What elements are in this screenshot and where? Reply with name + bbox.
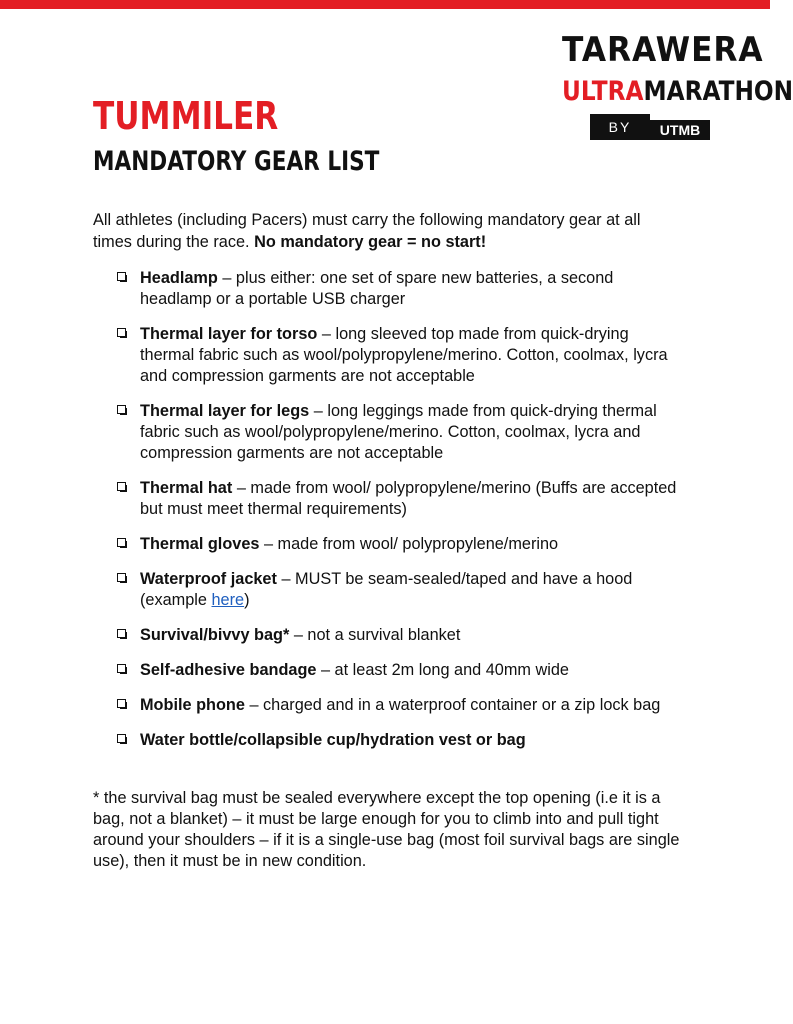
gear-item-description: – charged and in a waterproof container or a zip lock bag bbox=[244, 696, 661, 714]
logo-utmb-text: UTMB bbox=[650, 120, 710, 140]
gear-item-description-end: ) bbox=[244, 591, 250, 609]
gear-item-name: Thermal layer for legs bbox=[140, 402, 310, 420]
gear-item-name: Thermal gloves bbox=[140, 535, 260, 553]
gear-item bbox=[117, 478, 687, 520]
checkbox-icon bbox=[117, 573, 126, 582]
gear-item bbox=[117, 401, 687, 464]
gear-item-description: – MUST be seam-sealed/taped and have a hood (example bbox=[140, 570, 633, 609]
gear-item-name: Headlamp bbox=[140, 269, 218, 287]
checkbox-icon bbox=[117, 405, 126, 414]
gear-item-description: – long leggings made from quick-drying thermal fabric such as wool/polypropylene/merino. Cotton, coolmax, lycra and compression garments are not acceptable bbox=[140, 402, 657, 462]
checkbox-icon bbox=[117, 272, 126, 281]
checkbox-icon bbox=[117, 482, 126, 491]
logo-ultramarathon-text bbox=[562, 76, 793, 107]
gear-item-description: – plus either: one set of spare new batteries, a second headlamp or a portable USB charger bbox=[140, 269, 614, 308]
checkbox-icon bbox=[117, 734, 126, 743]
gear-item bbox=[117, 660, 687, 681]
intro-bold-warning: No mandatory gear = no start! bbox=[254, 233, 487, 251]
gear-item-name: Waterproof jacket bbox=[140, 570, 277, 588]
example-link[interactable]: here bbox=[211, 591, 245, 609]
gear-item bbox=[117, 268, 687, 310]
gear-item bbox=[117, 324, 687, 387]
gear-item-name: Mobile phone bbox=[140, 696, 245, 714]
checkbox-icon bbox=[117, 664, 126, 673]
logo-tarawera-text: TARAWERA bbox=[562, 30, 764, 70]
race-title: TUMMILER bbox=[93, 94, 279, 138]
gear-item bbox=[117, 534, 687, 555]
logo-by-utmb bbox=[590, 114, 710, 140]
logo-marathon-text: MARATHON bbox=[643, 76, 793, 107]
gear-item bbox=[117, 695, 687, 716]
gear-item-description: – made from wool/ polypropylene/merino bbox=[259, 535, 559, 553]
gear-item-name: Water bottle/collapsible cup/hydration vest or bag bbox=[140, 731, 526, 749]
logo-by-text: BY bbox=[590, 114, 650, 140]
gear-item-description: – at least 2m long and 40mm wide bbox=[316, 661, 569, 679]
top-red-bar bbox=[0, 0, 770, 9]
gear-item-name: Thermal hat bbox=[140, 479, 233, 497]
gear-item-name: Survival/bivvy bag* bbox=[140, 626, 290, 644]
intro-text: All athletes (including Pacers) must carry the following mandatory gear at all times during the race. bbox=[93, 211, 641, 251]
survival-bag-footnote: * the survival bag must be sealed everywhere except the top opening (i.e it is a bag, not a blanket) – it must be large enough for you to climb into and pull tight around your shoulders – if it is a single-use bag (most foil survival bags are single use), then it must be in new condition. bbox=[93, 789, 680, 870]
gear-item bbox=[117, 625, 687, 646]
gear-item-description: – not a survival blanket bbox=[289, 626, 461, 644]
mandatory-gear-list bbox=[117, 268, 687, 751]
gear-item-description: – long sleeved top made from quick-drying thermal fabric such as wool/polypropylene/merino. Cotton, coolmax, lycra and compression garments are not acceptable bbox=[140, 325, 668, 385]
page-subtitle: MANDATORY GEAR LIST bbox=[93, 146, 380, 177]
gear-item-name: Self-adhesive bandage bbox=[140, 661, 317, 679]
gear-item bbox=[117, 569, 687, 611]
checkbox-icon bbox=[117, 328, 126, 337]
gear-item-description: – made from wool/ polypropylene/merino (Buffs are accepted but must meet thermal requirements) bbox=[140, 479, 677, 518]
tarawera-utmb-logo bbox=[556, 30, 793, 142]
gear-item-name: Thermal layer for torso bbox=[140, 325, 318, 343]
gear-item bbox=[117, 730, 687, 751]
checkbox-icon bbox=[117, 629, 126, 638]
logo-ultra-text: ULTRA bbox=[562, 76, 644, 107]
checkbox-icon bbox=[117, 538, 126, 547]
checkbox-icon bbox=[117, 699, 126, 708]
intro-paragraph bbox=[93, 209, 683, 253]
